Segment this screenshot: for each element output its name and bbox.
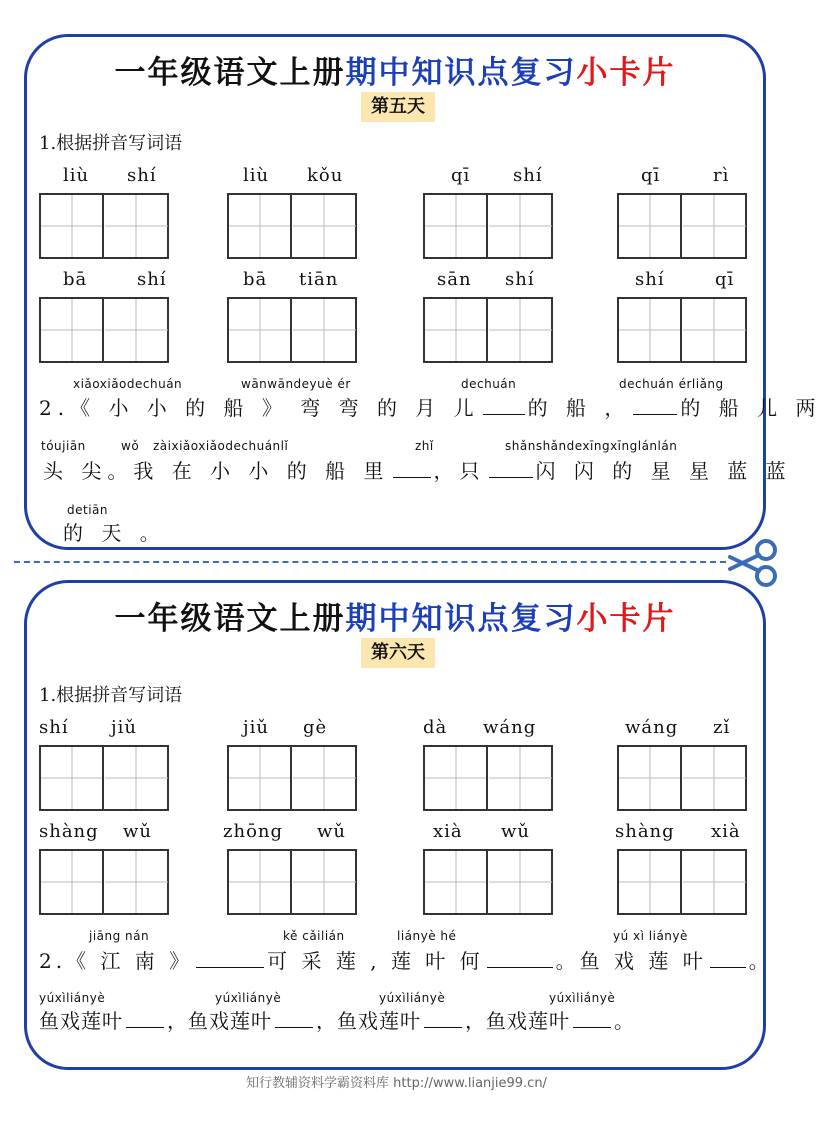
pinyin: wǔ xyxy=(501,821,530,842)
pinyin: wǔ xyxy=(317,821,346,842)
section-heading: 1.根据拼音写词语 xyxy=(39,133,183,154)
footer-text: 知行教辅资料学霸资料库 http://www.lianjie99.cn/ xyxy=(246,1076,547,1091)
answer-blank[interactable] xyxy=(126,1009,164,1028)
pinyin: xià xyxy=(711,821,741,842)
pinyin: shí xyxy=(513,165,543,186)
pinyin: zǐ xyxy=(713,717,731,738)
writing-grid[interactable] xyxy=(227,193,357,259)
pinyin-annotation: yúxìliányè xyxy=(379,991,446,1005)
pinyin: shí xyxy=(635,269,665,290)
pinyin: zhōng xyxy=(223,821,284,842)
pinyin-annotation: wǒ xyxy=(121,439,140,453)
answer-blank[interactable] xyxy=(275,1009,313,1028)
pinyin-annotation: tóujiān xyxy=(41,439,86,453)
pinyin: liù xyxy=(243,165,270,186)
pinyin: shàng xyxy=(39,821,99,842)
pinyin: wǔ xyxy=(123,821,152,842)
pinyin: shí xyxy=(505,269,535,290)
writing-grid[interactable] xyxy=(617,849,747,915)
answer-blank[interactable] xyxy=(424,1009,462,1028)
review-card-day5 xyxy=(24,34,821,550)
writing-grid[interactable] xyxy=(39,849,169,915)
pinyin: shí xyxy=(127,165,157,186)
answer-blank[interactable] xyxy=(573,1009,611,1028)
fill-blank-sentence: 的 天 。 xyxy=(63,521,166,545)
answer-blank[interactable] xyxy=(487,949,553,968)
writing-grid[interactable] xyxy=(423,849,553,915)
pinyin: xià xyxy=(433,821,463,842)
pinyin: bā xyxy=(63,269,88,290)
pinyin-annotation: yú xì liányè xyxy=(613,929,688,943)
pinyin-annotation: zàixiǎoxiǎodechuánlǐ xyxy=(153,439,289,453)
fill-blank-sentence: 2.《 小 小 的 船 》 弯 弯 的 月 儿 的 船 ， 的 船 儿 两 xyxy=(39,396,821,420)
answer-blank[interactable] xyxy=(483,396,525,415)
writing-grid[interactable] xyxy=(423,193,553,259)
pinyin: bā xyxy=(243,269,268,290)
fill-blank-sentence: 2.《 江 南 》 可 采 莲 , 莲 叶 何 。鱼 戏 莲 叶 。 xyxy=(39,949,773,973)
pinyin-annotation: kě cǎilián xyxy=(283,929,345,943)
writing-grid[interactable] xyxy=(423,297,553,363)
pinyin: shí xyxy=(39,717,69,738)
pinyin: qī xyxy=(641,165,661,186)
writing-grid[interactable] xyxy=(227,297,357,363)
fill-blank-sentence: 鱼戏莲叶 ，鱼戏莲叶 ，鱼戏莲叶 ，鱼戏莲叶 。 xyxy=(39,1009,635,1033)
writing-grid[interactable] xyxy=(617,193,747,259)
pinyin: qī xyxy=(715,269,735,290)
pinyin-annotation: yúxìliányè xyxy=(549,991,616,1005)
writing-grid[interactable] xyxy=(423,745,553,811)
pinyin-annotation: detiān xyxy=(67,503,108,517)
pinyin: liù xyxy=(63,165,90,186)
day-badge: 第五天 xyxy=(361,92,435,122)
pinyin: jiǔ xyxy=(243,717,269,738)
pinyin-annotation: zhǐ xyxy=(415,439,434,453)
pinyin-annotation: wānwāndeyuè ér xyxy=(241,377,351,391)
pinyin: shí xyxy=(137,269,167,290)
card-title: 一年级语文上册期中知识点复习小卡片 xyxy=(114,55,676,91)
pinyin: wáng xyxy=(625,717,679,738)
pinyin-annotation: xiǎoxiǎodechuán xyxy=(73,377,183,391)
pinyin-annotation: liányè hé xyxy=(397,929,457,943)
writing-grid[interactable] xyxy=(39,297,169,363)
day-badge: 第六天 xyxy=(361,638,435,668)
pinyin: kǒu xyxy=(307,165,344,186)
pinyin-annotation: jiāng nán xyxy=(89,929,150,943)
pinyin-annotation: dechuán xyxy=(461,377,517,391)
section-heading: 1.根据拼音写词语 xyxy=(39,685,183,706)
writing-grid[interactable] xyxy=(227,849,357,915)
review-card-day6 xyxy=(24,580,773,1070)
writing-grid[interactable] xyxy=(617,745,747,811)
pinyin-annotation: dechuán érliǎng xyxy=(619,377,724,391)
writing-grid[interactable] xyxy=(39,193,169,259)
pinyin: dà xyxy=(423,717,448,738)
answer-blank[interactable] xyxy=(393,459,431,478)
pinyin: wáng xyxy=(483,717,537,738)
writing-grid[interactable] xyxy=(39,745,169,811)
pinyin-annotation: yúxìliányè xyxy=(215,991,282,1005)
scissors-icon xyxy=(726,538,780,588)
writing-grid[interactable] xyxy=(617,297,747,363)
answer-blank[interactable] xyxy=(489,459,533,478)
pinyin: sān xyxy=(437,269,472,290)
pinyin-annotation: shǎnshǎndexīngxīnglánlán xyxy=(505,439,678,453)
card-title: 一年级语文上册期中知识点复习小卡片 xyxy=(114,601,676,637)
pinyin: rì xyxy=(713,165,730,186)
answer-blank[interactable] xyxy=(633,396,677,415)
writing-grid[interactable] xyxy=(227,745,357,811)
pinyin: jiǔ xyxy=(111,717,137,738)
answer-blank[interactable] xyxy=(196,949,264,968)
fill-blank-sentence: 头 尖。我 在 小 小 的 船 里 ，只 闪 闪 的 星 星 蓝 蓝 xyxy=(43,459,792,483)
pinyin: gè xyxy=(303,717,328,738)
cut-line xyxy=(14,561,726,563)
pinyin: shàng xyxy=(615,821,675,842)
pinyin: tiān xyxy=(299,269,339,290)
answer-blank[interactable] xyxy=(710,949,746,968)
pinyin-annotation: yúxìliányè xyxy=(39,991,106,1005)
pinyin: qī xyxy=(451,165,471,186)
